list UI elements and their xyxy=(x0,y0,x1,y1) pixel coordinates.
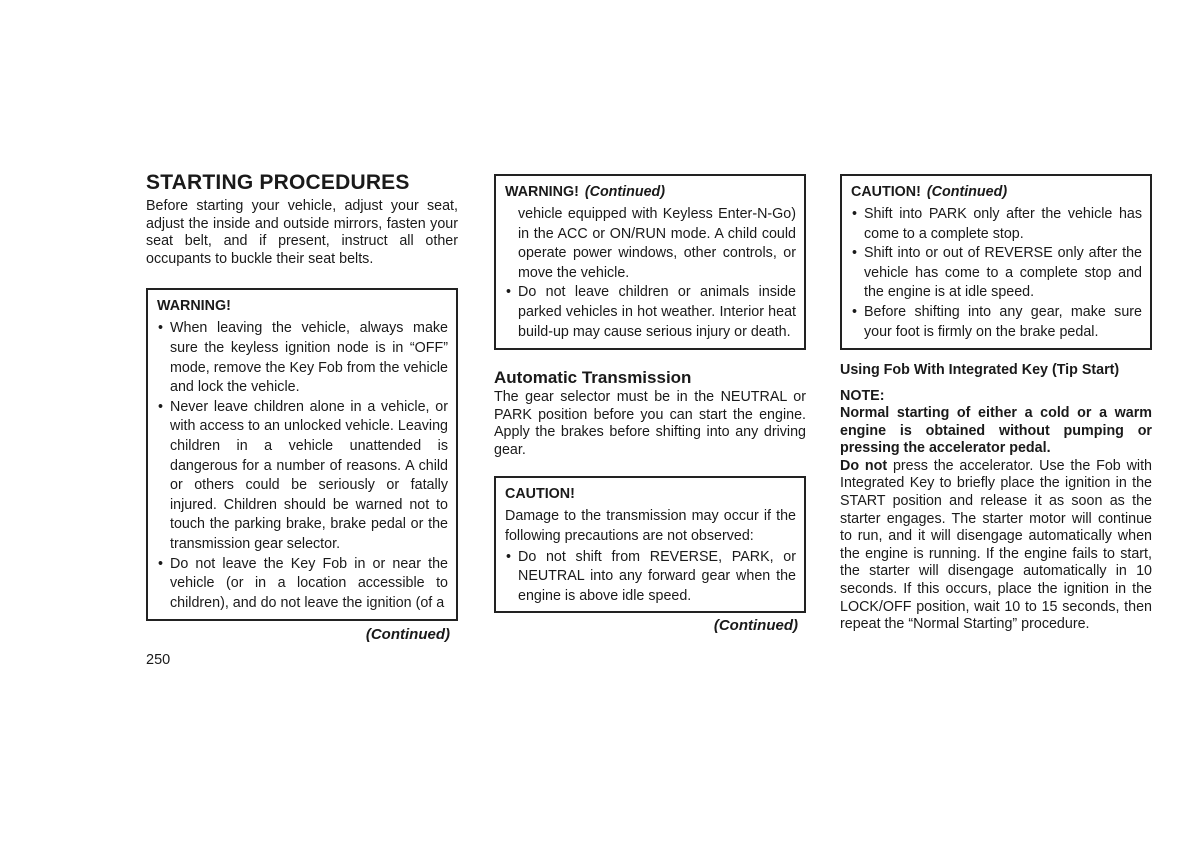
warning-title: WARNING! xyxy=(157,298,231,315)
warning-item: • Never leave children alone in a vehicle, or with access to an unlocked vehicle. Leaving children in a vehicle unattended is dangerous for a number of reasons. A child or others could be seriously or fatally injured. Children should be warned not to touch the parking brake, brake pedal or the transmission gear selector. xyxy=(157,398,448,555)
column-middle xyxy=(494,174,806,634)
section-title: Automatic Transmission xyxy=(494,368,692,387)
continued-label: (Continued) xyxy=(713,617,798,635)
subheading: Using Fob With Integrated Key (Tip Start) xyxy=(840,362,1120,378)
caution-intro: Damage to the transmission may occur if the following precautions are not observed: xyxy=(505,508,796,544)
caution-continued-box xyxy=(840,174,1152,350)
caution-item: • Before shifting into any gear, make sure your foot is firmly on the brake pedal. xyxy=(851,303,1142,342)
continued-suffix: (Continued) xyxy=(926,184,1008,200)
warning-continued-box xyxy=(494,174,806,350)
intro-paragraph: Before starting your vehicle, adjust your seat, adjust the inside and outside mirrors, fasten your seat belt, and if present, instruct all other occupants to buckle their seat belts. xyxy=(146,198,458,267)
warning-continuation-text: vehicle equipped with Keyless Enter-N-Go) in the ACC or ON/RUN mode. A child could operate power windows, other controls, or move the vehicle. xyxy=(518,206,796,281)
column-right xyxy=(840,174,1152,634)
caution-list xyxy=(851,205,1142,342)
warning-item: • When leaving the vehicle, always make sure the keyless ignition node is in “OFF” mode, remove the Key Fob from the vehicle and lock the vehicle. xyxy=(157,319,448,397)
note-label: NOTE: xyxy=(840,388,885,404)
body-text: press the accelerator. Use the Fob with Integrated Key to briefly place the ignition in the START position and release it as soon as the starter engages. The starter motor will continue to run, and it will disengage automatically when the engine is running. If the engine fails to start, the starter will disengage automatically in 10 seconds. If this occurs, place the ignition in the LOCK/OFF position, wait 10 to 15 seconds, then repeat the “Normal Starting” procedure. xyxy=(840,457,1153,633)
note-text: Normal starting of either a cold or a warm engine is obtained without pumping or pressing the accelerator pedal. xyxy=(840,405,1152,457)
caution-continued-title xyxy=(851,182,1142,202)
column-left xyxy=(146,170,458,643)
warning-title: WARNING! xyxy=(505,184,579,200)
continued-label: (Continued) xyxy=(365,626,450,644)
caution-item: • Shift into PARK only after the vehicle has come to a complete stop. xyxy=(851,205,1142,244)
body-paragraph xyxy=(840,458,1152,634)
warning-list xyxy=(157,319,448,613)
caution-title: CAUTION! xyxy=(505,486,575,503)
page-title: STARTING PROCEDURES xyxy=(146,171,410,194)
warning-item: • Do not leave children or animals inside parked vehicles in hot weather. Interior heat build-up may cause serious injury or death. xyxy=(505,283,796,342)
section-body: The gear selector must be in the NEUTRAL or PARK position before you can start the engine. Apply the brakes before shifting into any driving gear. xyxy=(494,389,806,458)
warning-continued-list xyxy=(505,205,796,342)
caution-title: CAUTION! xyxy=(851,184,921,200)
warning-continued-title xyxy=(505,182,796,202)
caution-item: • Shift into or out of REVERSE only after the vehicle has come to a complete stop and the engine is at idle speed. xyxy=(851,244,1142,303)
continued-suffix: (Continued) xyxy=(584,184,666,200)
page-number: 250 xyxy=(146,652,171,668)
body-bold-prefix: Do not xyxy=(840,457,888,474)
warning-item: • Do not leave the Key Fob in or near the vehicle (or in a location accessible to children), and do not leave the ignition (of a xyxy=(157,555,448,614)
caution-box xyxy=(494,476,806,613)
warning-box xyxy=(146,288,458,621)
caution-item: • Do not shift from REVERSE, PARK, or NEUTRAL into any forward gear when the engine is above idle speed. xyxy=(505,548,796,607)
caution-list xyxy=(505,548,796,607)
